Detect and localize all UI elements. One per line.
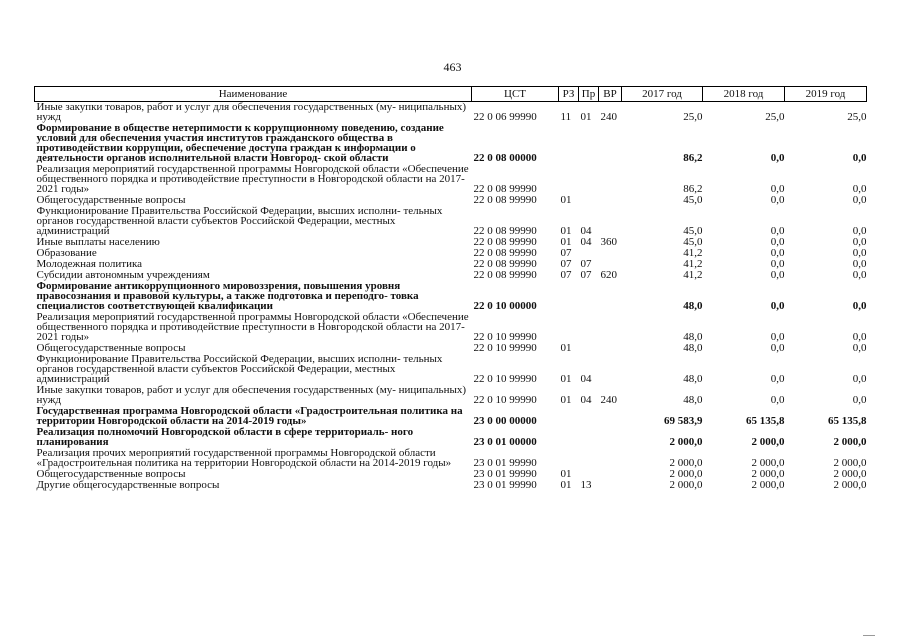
row-name: Государственная программа Новгородской области «Градостроительная политика на территории Новгородской области на 2014-2019 годы» (36, 405, 463, 427)
row-rz (559, 164, 579, 195)
row-2019: 2 000,0 (833, 436, 867, 448)
table-row (35, 237, 867, 248)
row-pr (579, 195, 599, 206)
row-pr (579, 343, 599, 354)
row-2019: 0,0 (852, 183, 867, 195)
row-vr (599, 354, 622, 385)
row-rz: 01 (560, 479, 572, 491)
row-2018: 2 000,0 (751, 457, 785, 469)
budget-table (34, 86, 867, 491)
row-rz (559, 406, 579, 427)
table-row (35, 312, 867, 343)
row-pr (579, 123, 599, 164)
row-2017: 86,2 (683, 152, 703, 164)
row-cst: 22 0 10 99990 (473, 394, 537, 406)
row-name: Иные выплаты населению (36, 236, 160, 248)
row-pr: 13 (580, 479, 592, 491)
row-rz: 07 (560, 247, 572, 259)
row-vr (599, 469, 622, 480)
row-2019: 0,0 (852, 373, 867, 385)
row-cst: 22 0 08 99990 (473, 269, 537, 281)
row-2017: 45,0 (683, 194, 703, 206)
row-vr (599, 281, 622, 312)
row-pr: 04 (580, 394, 592, 406)
header-2019: 2019 год (785, 87, 867, 102)
row-2018: 2 000,0 (751, 468, 785, 480)
row-name: Реализация прочих мероприятий государственной программы Новгородской области «Градостроительная политика на территории Новгородской области на 2014-2019 годы» (36, 447, 452, 469)
row-2018: 0,0 (770, 331, 785, 343)
row-pr: 07 (580, 258, 592, 270)
row-rz (559, 123, 579, 164)
row-cst: 22 0 08 99990 (473, 183, 537, 195)
row-rz (559, 281, 579, 312)
row-2018: 0,0 (770, 247, 785, 259)
row-2017: 86,2 (683, 183, 703, 195)
row-rz: 11 (560, 111, 572, 123)
row-name: Другие общегосударственные вопросы (36, 479, 220, 491)
row-pr (579, 427, 599, 448)
row-rz: 01 (560, 468, 572, 480)
row-cst: 22 0 08 99990 (473, 194, 537, 206)
table-row (35, 123, 867, 164)
row-vr (599, 206, 622, 237)
row-2017: 2 000,0 (669, 436, 703, 448)
row-cst: 22 0 08 00000 (473, 152, 537, 164)
row-2019: 2 000,0 (833, 468, 867, 480)
row-name: Формирование в обществе нетерпимости к коррупционному поведению, создание условий для обеспечения участия институтов гражданского общества в противодействии коррупции, обеспечение доступа граждан к информации о деятельности органов исполнительной власти Новгород- ской области (36, 122, 444, 164)
row-2018: 25,0 (765, 111, 785, 123)
header-vr: ВР (599, 87, 622, 102)
row-cst: 23 0 01 99990 (473, 468, 537, 480)
row-pr: 04 (580, 236, 592, 248)
row-vr: 360 (600, 236, 617, 248)
row-name: Иные закупки товаров, работ и услуг для обеспечения государственных (му- ниципальных) нужд (36, 384, 467, 406)
row-2019: 0,0 (852, 236, 867, 248)
row-cst: 22 0 10 99990 (473, 331, 537, 343)
row-rz: 07 (560, 258, 572, 270)
table-row (35, 385, 867, 406)
table-body (35, 102, 867, 492)
row-2019: 0,0 (852, 152, 867, 164)
row-2018: 0,0 (770, 342, 785, 354)
row-2018: 65 135,8 (746, 415, 785, 427)
row-2018: 2 000,0 (751, 436, 785, 448)
table-row (35, 206, 867, 237)
row-2017: 48,0 (683, 394, 703, 406)
row-name: Общегосударственные вопросы (36, 194, 186, 206)
row-pr: 04 (580, 373, 592, 385)
row-pr: 07 (580, 269, 592, 281)
row-name: Общегосударственные вопросы (36, 342, 186, 354)
row-pr (579, 164, 599, 195)
row-2019: 2 000,0 (833, 479, 867, 491)
row-2018: 0,0 (770, 373, 785, 385)
table-row (35, 164, 867, 195)
row-2017: 48,0 (683, 342, 703, 354)
row-cst: 23 0 01 00000 (473, 436, 537, 448)
row-name: Функционирование Правительства Российской Федерации, высших исполни- тельных органов государственной власти субъектов Российской Федерации, местных администраций (36, 205, 443, 237)
row-2018: 0,0 (770, 225, 785, 237)
row-rz (559, 312, 579, 343)
row-vr (599, 164, 622, 195)
row-2017: 2 000,0 (669, 479, 703, 491)
row-2019: 0,0 (852, 247, 867, 259)
row-cst: 23 0 00 00000 (473, 415, 537, 427)
row-2018: 2 000,0 (751, 479, 785, 491)
row-vr (599, 480, 622, 491)
row-rz (559, 427, 579, 448)
table-row (35, 248, 867, 259)
table-row (35, 480, 867, 491)
row-rz (559, 448, 579, 469)
row-name: Формирование антикоррупционного мировоззрения, повышения уровня правосознания и правовой культуры, а также подготовка и переподго- товка специалистов соответствующей квалификации (36, 280, 419, 312)
row-cst: 22 0 06 99990 (473, 111, 537, 123)
table-row (35, 427, 867, 448)
row-2017: 41,2 (683, 269, 703, 281)
row-name: Реализация полномочий Новгородской области в сфере территориаль- ного планирования (36, 426, 414, 448)
page-number: 463 (443, 60, 462, 74)
header-cst: ЦСТ (472, 87, 559, 102)
row-cst: 23 0 01 99990 (473, 479, 537, 491)
row-2019: 2 000,0 (833, 457, 867, 469)
row-rz: 01 (560, 342, 572, 354)
corner-mark (863, 635, 875, 636)
row-2019: 25,0 (847, 111, 867, 123)
row-2018: 0,0 (770, 152, 785, 164)
row-2018: 0,0 (770, 183, 785, 195)
header-pr: Пр (579, 87, 599, 102)
row-2019: 0,0 (852, 331, 867, 343)
row-pr (579, 406, 599, 427)
row-rz: 01 (560, 194, 572, 206)
header-name: Наименование (35, 87, 472, 102)
row-2019: 0,0 (852, 300, 867, 312)
row-cst: 22 0 10 99990 (473, 373, 537, 385)
row-2018: 0,0 (770, 236, 785, 248)
table-row (35, 354, 867, 385)
row-2019: 0,0 (852, 269, 867, 281)
row-name: Реализация мероприятий государственной программы Новгородской области «Обеспечение общественного порядка и противодействие преступности в Новгородской области на 2017-2021 годы» (36, 163, 469, 195)
header-rz: РЗ (559, 87, 579, 102)
row-cst: 22 0 08 99990 (473, 247, 537, 259)
row-name: Молодежная политика (36, 258, 143, 270)
row-rz: 07 (560, 269, 572, 281)
row-pr: 04 (580, 225, 592, 237)
row-2019: 0,0 (852, 258, 867, 270)
row-2017: 48,0 (683, 373, 703, 385)
row-pr (579, 312, 599, 343)
row-cst: 22 0 10 00000 (473, 300, 537, 312)
row-name: Образование (36, 247, 97, 259)
row-cst: 22 0 10 99990 (473, 342, 537, 354)
table-row (35, 102, 867, 124)
row-vr (599, 343, 622, 354)
row-vr (599, 312, 622, 343)
row-pr: 01 (580, 111, 592, 123)
row-vr (599, 123, 622, 164)
row-cst: 22 0 08 99990 (473, 225, 537, 237)
row-2017: 45,0 (683, 225, 703, 237)
row-vr: 240 (600, 111, 617, 123)
row-pr (579, 448, 599, 469)
table-row (35, 281, 867, 312)
row-2017: 48,0 (683, 300, 703, 312)
row-name: Субсидии автономным учреждениям (36, 269, 210, 281)
row-cst: 22 0 08 99990 (473, 258, 537, 270)
header-2017: 2017 год (622, 87, 703, 102)
row-2019: 65 135,8 (828, 415, 867, 427)
row-2017: 45,0 (683, 236, 703, 248)
row-2018: 0,0 (770, 394, 785, 406)
row-name: Иные закупки товаров, работ и услуг для обеспечения государственных (му- ниципальных) нужд (36, 101, 467, 123)
row-vr (599, 248, 622, 259)
row-2019: 0,0 (852, 342, 867, 354)
row-vr: 240 (600, 394, 617, 406)
row-2017: 25,0 (683, 111, 703, 123)
row-rz: 01 (560, 225, 572, 237)
row-rz: 01 (560, 236, 572, 248)
row-2018: 0,0 (770, 258, 785, 270)
table-row (35, 448, 867, 469)
row-2018: 0,0 (770, 269, 785, 281)
row-name: Функционирование Правительства Российской Федерации, высших исполни- тельных органов государственной власти субъектов Российской Федерации, местных администраций (36, 353, 443, 385)
table-row (35, 406, 867, 427)
table-header-row (35, 87, 867, 102)
row-vr (599, 427, 622, 448)
row-2017: 69 583,9 (664, 415, 703, 427)
row-name: Реализация мероприятий государственной программы Новгородской области «Обеспечение общественного порядка и противодействие преступности в Новгородской области на 2017-2021 годы» (36, 311, 469, 343)
row-name: Общегосударственные вопросы (36, 468, 186, 480)
row-2017: 2 000,0 (669, 468, 703, 480)
row-vr (599, 448, 622, 469)
row-rz: 01 (560, 373, 572, 385)
row-2017: 2 000,0 (669, 457, 703, 469)
row-vr (599, 195, 622, 206)
row-2019: 0,0 (852, 194, 867, 206)
row-2017: 41,2 (683, 258, 703, 270)
row-vr: 620 (600, 269, 617, 281)
row-2018: 0,0 (770, 194, 785, 206)
row-pr (579, 281, 599, 312)
row-2018: 0,0 (770, 300, 785, 312)
row-cst: 22 0 08 99990 (473, 236, 537, 248)
row-2019: 0,0 (852, 225, 867, 237)
row-2017: 41,2 (683, 247, 703, 259)
row-2019: 0,0 (852, 394, 867, 406)
row-vr (599, 406, 622, 427)
row-rz: 01 (560, 394, 572, 406)
row-cst: 23 0 01 99990 (473, 457, 537, 469)
header-2018: 2018 год (703, 87, 785, 102)
row-2017: 48,0 (683, 331, 703, 343)
